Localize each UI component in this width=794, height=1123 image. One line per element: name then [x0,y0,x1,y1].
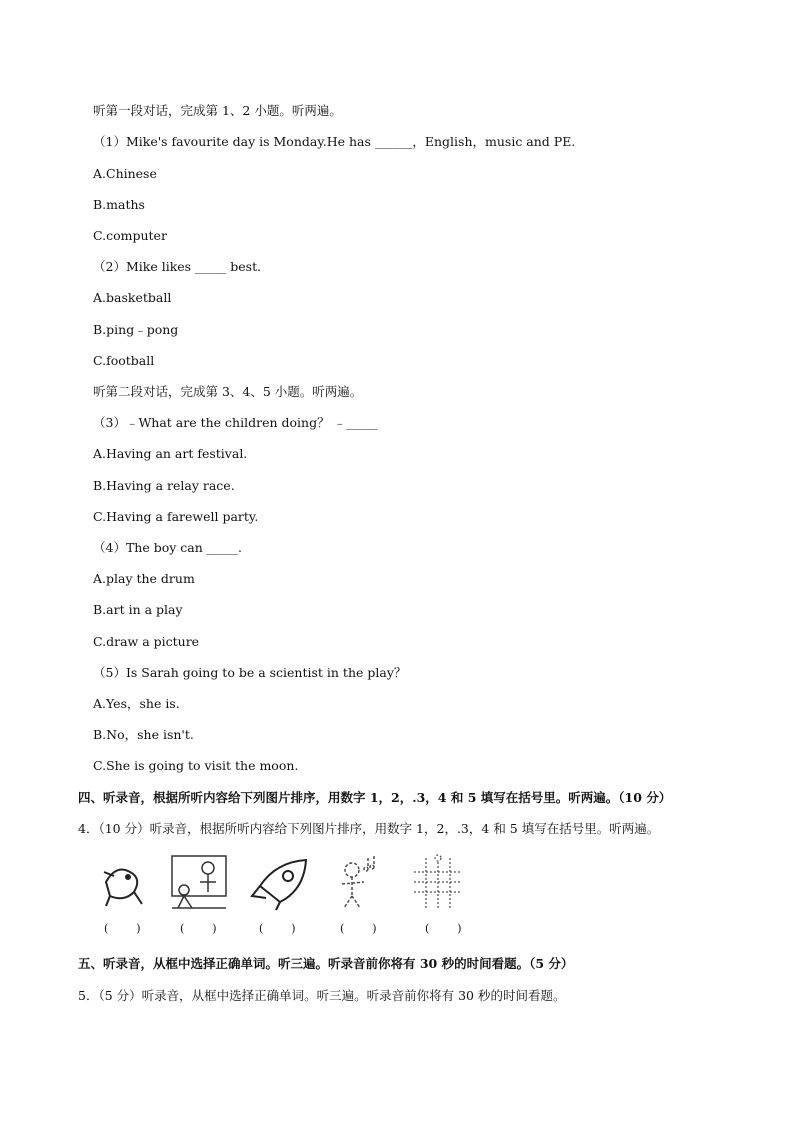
q5-option-b: B.No，she isn't. [93,727,194,742]
question-4: （4）The boy can _____. [93,540,242,555]
q4-option-a: A.play the drum [93,571,195,586]
intro-dialogue-1: 听第一段对话，完成第 1、2 小题。听两遍。 [93,103,342,118]
q2-option-b: B.ping﹣pong [93,322,179,337]
q1-option-b: B.maths [93,197,145,212]
answer-paren-5[interactable]: ( ) [425,922,462,935]
picture-row [96,852,496,912]
answer-paren-2[interactable]: ( ) [180,922,217,935]
q5-option-c: C.She is going to visit the moon. [93,758,299,773]
q2-option-c: C.football [93,353,155,368]
q4-option-b: B.art in a play [93,602,183,617]
scientist-picture-icon [406,852,470,912]
q4-option-c: C.draw a picture [93,634,200,649]
answer-paren-1[interactable]: ( ) [104,922,141,935]
music-picture-icon [334,852,384,912]
q2-option-a: A.basketball [93,290,172,305]
rocket-picture-icon [246,852,314,912]
section-4-item: 4．（10 分）听录音，根据所听内容给下列图片排序，用数字 1，2，.3，4 和 5 填写在括号里。听两遍。 [78,821,660,836]
q5-option-a: A.Yes，she is. [93,696,180,711]
q3-option-a: A.Having an art festival. [93,446,248,461]
bird-picture-icon [96,852,148,912]
answer-paren-3[interactable]: ( ) [259,922,296,935]
q1-option-a: A.Chinese [93,166,157,181]
q3-option-b: B.Having a relay race. [93,478,235,493]
q1-option-c: C.computer [93,228,167,243]
section-5-item: 5．（5 分）听录音，从框中选择正确单词。听三遍。听录音前你将有 30 秒的时间看题。 [78,988,566,1003]
intro-dialogue-2: 听第二段对话，完成第 3、4、5 小题。听两遍。 [93,384,363,399]
question-3: （3）﹣What are the children doing？ ﹣_____ [93,415,378,430]
section-4-heading: 四、听录音，根据所听内容给下列图片排序，用数字 1，2，.3，4 和 5 填写在括号里。听两遍。（10 分） [78,790,672,805]
section-5-heading: 五、听录音，从框中选择正确单词。听三遍。听录音前你将有 30 秒的时间看题。（5 分） [78,956,574,971]
question-5: （5）Is Sarah going to be a scientist in the play？ [93,665,407,680]
classroom-picture-icon [168,852,230,912]
answer-paren-4[interactable]: ( ) [340,922,377,935]
question-2: （2）Mike likes _____ best. [93,259,262,274]
q3-option-c: C.Having a farewell party. [93,509,259,524]
question-1: （1）Mike's favourite day is Monday.He has ______，English，music and PE. [93,134,576,149]
